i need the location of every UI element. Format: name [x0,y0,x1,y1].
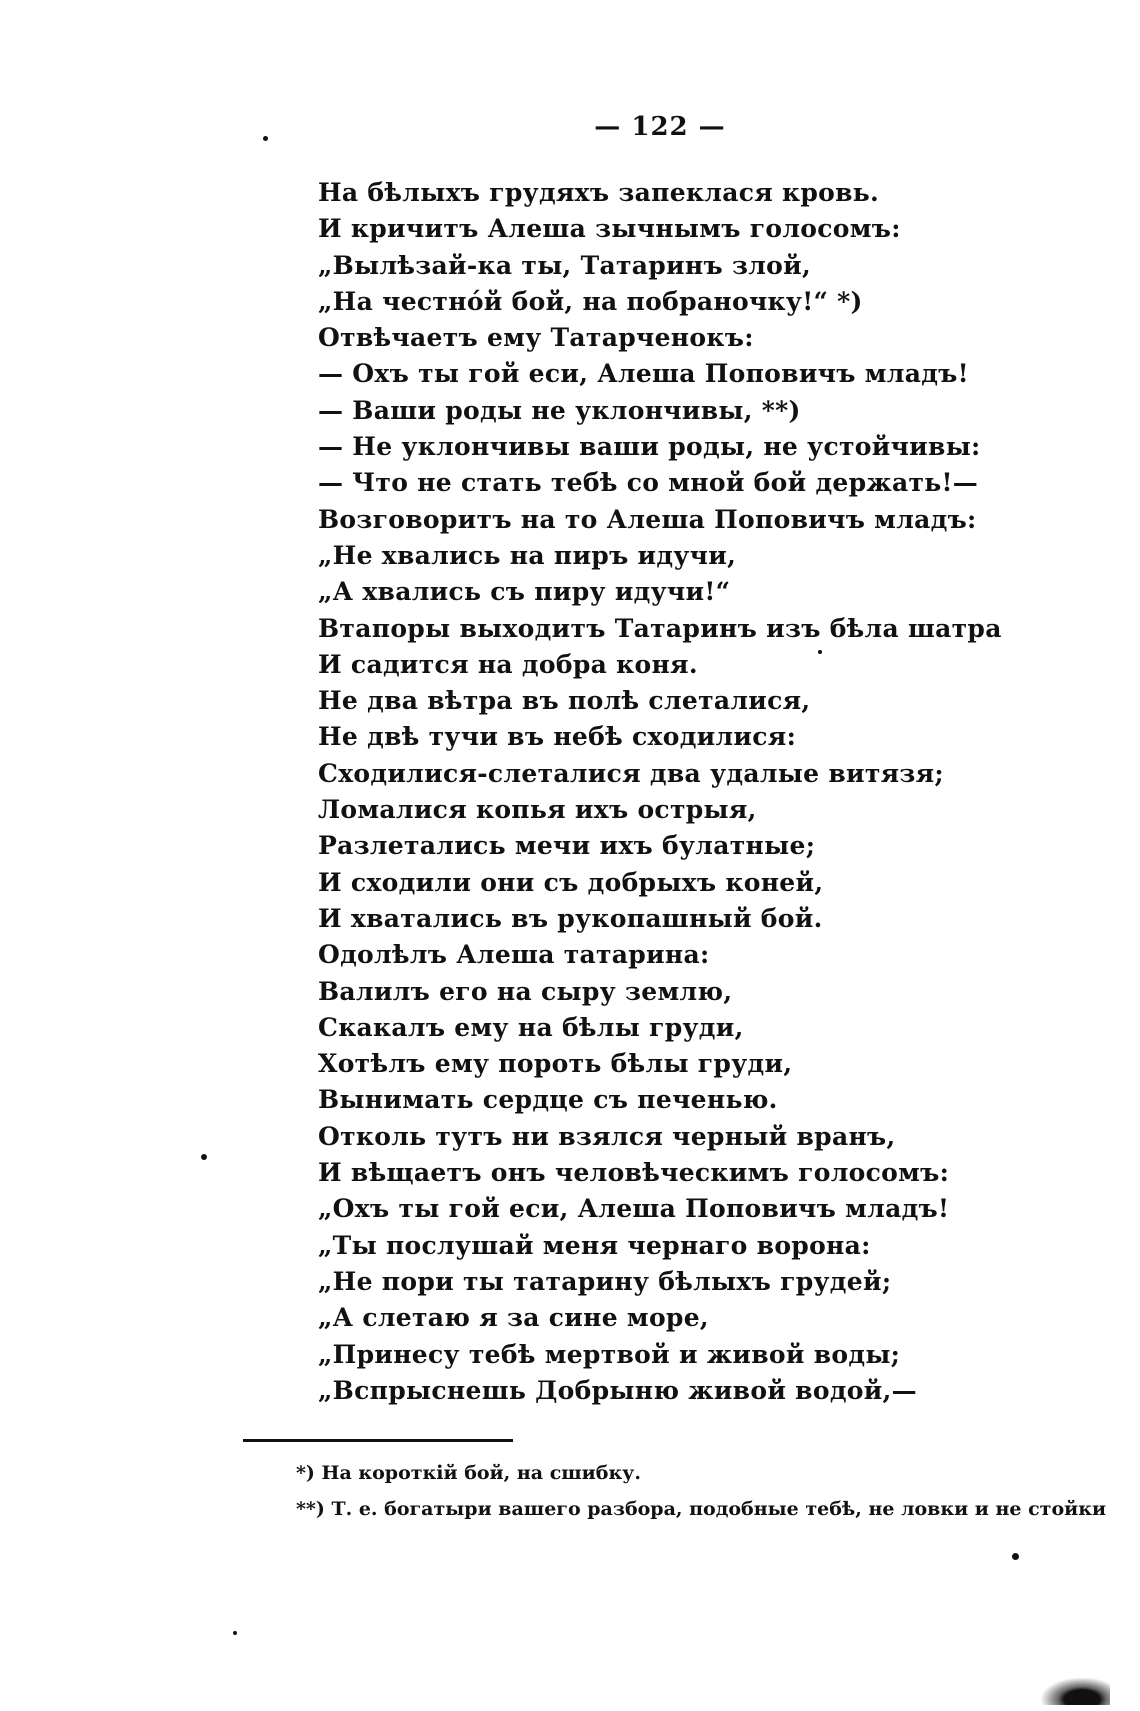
verse-line: Вынимать сердце съ печенью. [318,1085,778,1115]
verse-line: Отвѣчаетъ ему Татарченокъ: [318,323,754,353]
verse-line: „Не хвались на пиръ идучи, [318,540,737,570]
page-number: — 122 — [594,112,726,142]
scan-speck [1012,1553,1019,1560]
verse-line: Втапоры выходитъ Татаринъ изъ бѣла шатра [318,613,1002,643]
verse-line: „На честнóй бой, на побраночку!“ *) [318,286,863,316]
scan-speck [818,650,822,654]
verse-block [318,175,1078,1409]
footnote-1: *) На короткій бой, на сшибку. [296,1462,641,1484]
verse-line: На бѣлыхъ грудяхъ запеклася кровь. [318,178,880,207]
verse-line: „Не пори ты татарину бѣлыхъ грудей; [318,1266,892,1296]
verse-line: „А хвались съ пиру идучи!“ [318,577,731,607]
verse-line: И садится на добра коня. [318,649,698,679]
verse-line: Одолѣлъ Алеша татарина: [318,940,710,970]
footnotes-block [296,1455,1107,1527]
scan-speck [201,1154,207,1160]
verse-line: — Не уклончивы ваши роды, не устойчивы: [318,432,981,462]
verse-line: „А слетаю я за сине море, [318,1303,709,1333]
verse-line: — Что не стать тебѣ со мной бой держать!— [318,468,979,498]
verse-line: Валилъ его на сыру землю, [318,976,733,1006]
verse-line: „Ты послушай меня чернаго ворона: [318,1230,871,1260]
verse-line: И вѣщаетъ онъ человѣческимъ голосомъ: [318,1158,950,1188]
scan-speck [263,136,268,141]
verse-line: Не двѣ тучи въ небѣ сходилися: [318,722,797,752]
verse-line: И хватались въ рукопашный бой. [318,903,823,933]
verse-line: „Вылѣзай-ка ты, Татаринъ злой, [318,250,811,280]
verse-line: „Принесу тебѣ мертвой и живой воды; [318,1339,901,1369]
verse-line: „Вспрыснешь Добрыню живой водой,— [318,1375,917,1405]
footnote-divider [243,1439,513,1442]
verse-line: Сходилися-слеталися два удалые витязя; [318,758,944,788]
verse-line: Отколь тутъ ни взялся черный вранъ, [318,1121,896,1151]
verse-line: Возговоритъ на то Алеша Поповичъ младъ: [318,504,977,534]
verse-line: И кричитъ Алеша зычнымъ голосомъ: [318,214,901,244]
verse-line: Не два вѣтра въ полѣ слеталися, [318,686,811,716]
verse-line: Скакалъ ему на бѣлы груди, [318,1012,744,1042]
verse-line: Ломалися копья ихъ острыя, [318,795,757,825]
verse-line: „Охъ ты гой еси, Алеша Поповичъ младъ! [318,1194,950,1224]
verse-line: — Ваши роды не уклончивы, **) [318,395,801,425]
footnote-2: **) Т. е. богатыри вашего разбора, подобные тебѣ, не ловки и не стойки [296,1498,1107,1520]
scan-speck [233,1631,237,1635]
scan-smudge [1040,1677,1110,1705]
verse-line: — Охъ ты гой еси, Алеша Поповичъ младъ! [318,359,969,389]
verse-line: И сходили они съ добрыхъ коней, [318,867,824,897]
verse-line: Разлетались мечи ихъ булатные; [318,831,816,861]
verse-line: Хотѣлъ ему пороть бѣлы груди, [318,1049,793,1079]
